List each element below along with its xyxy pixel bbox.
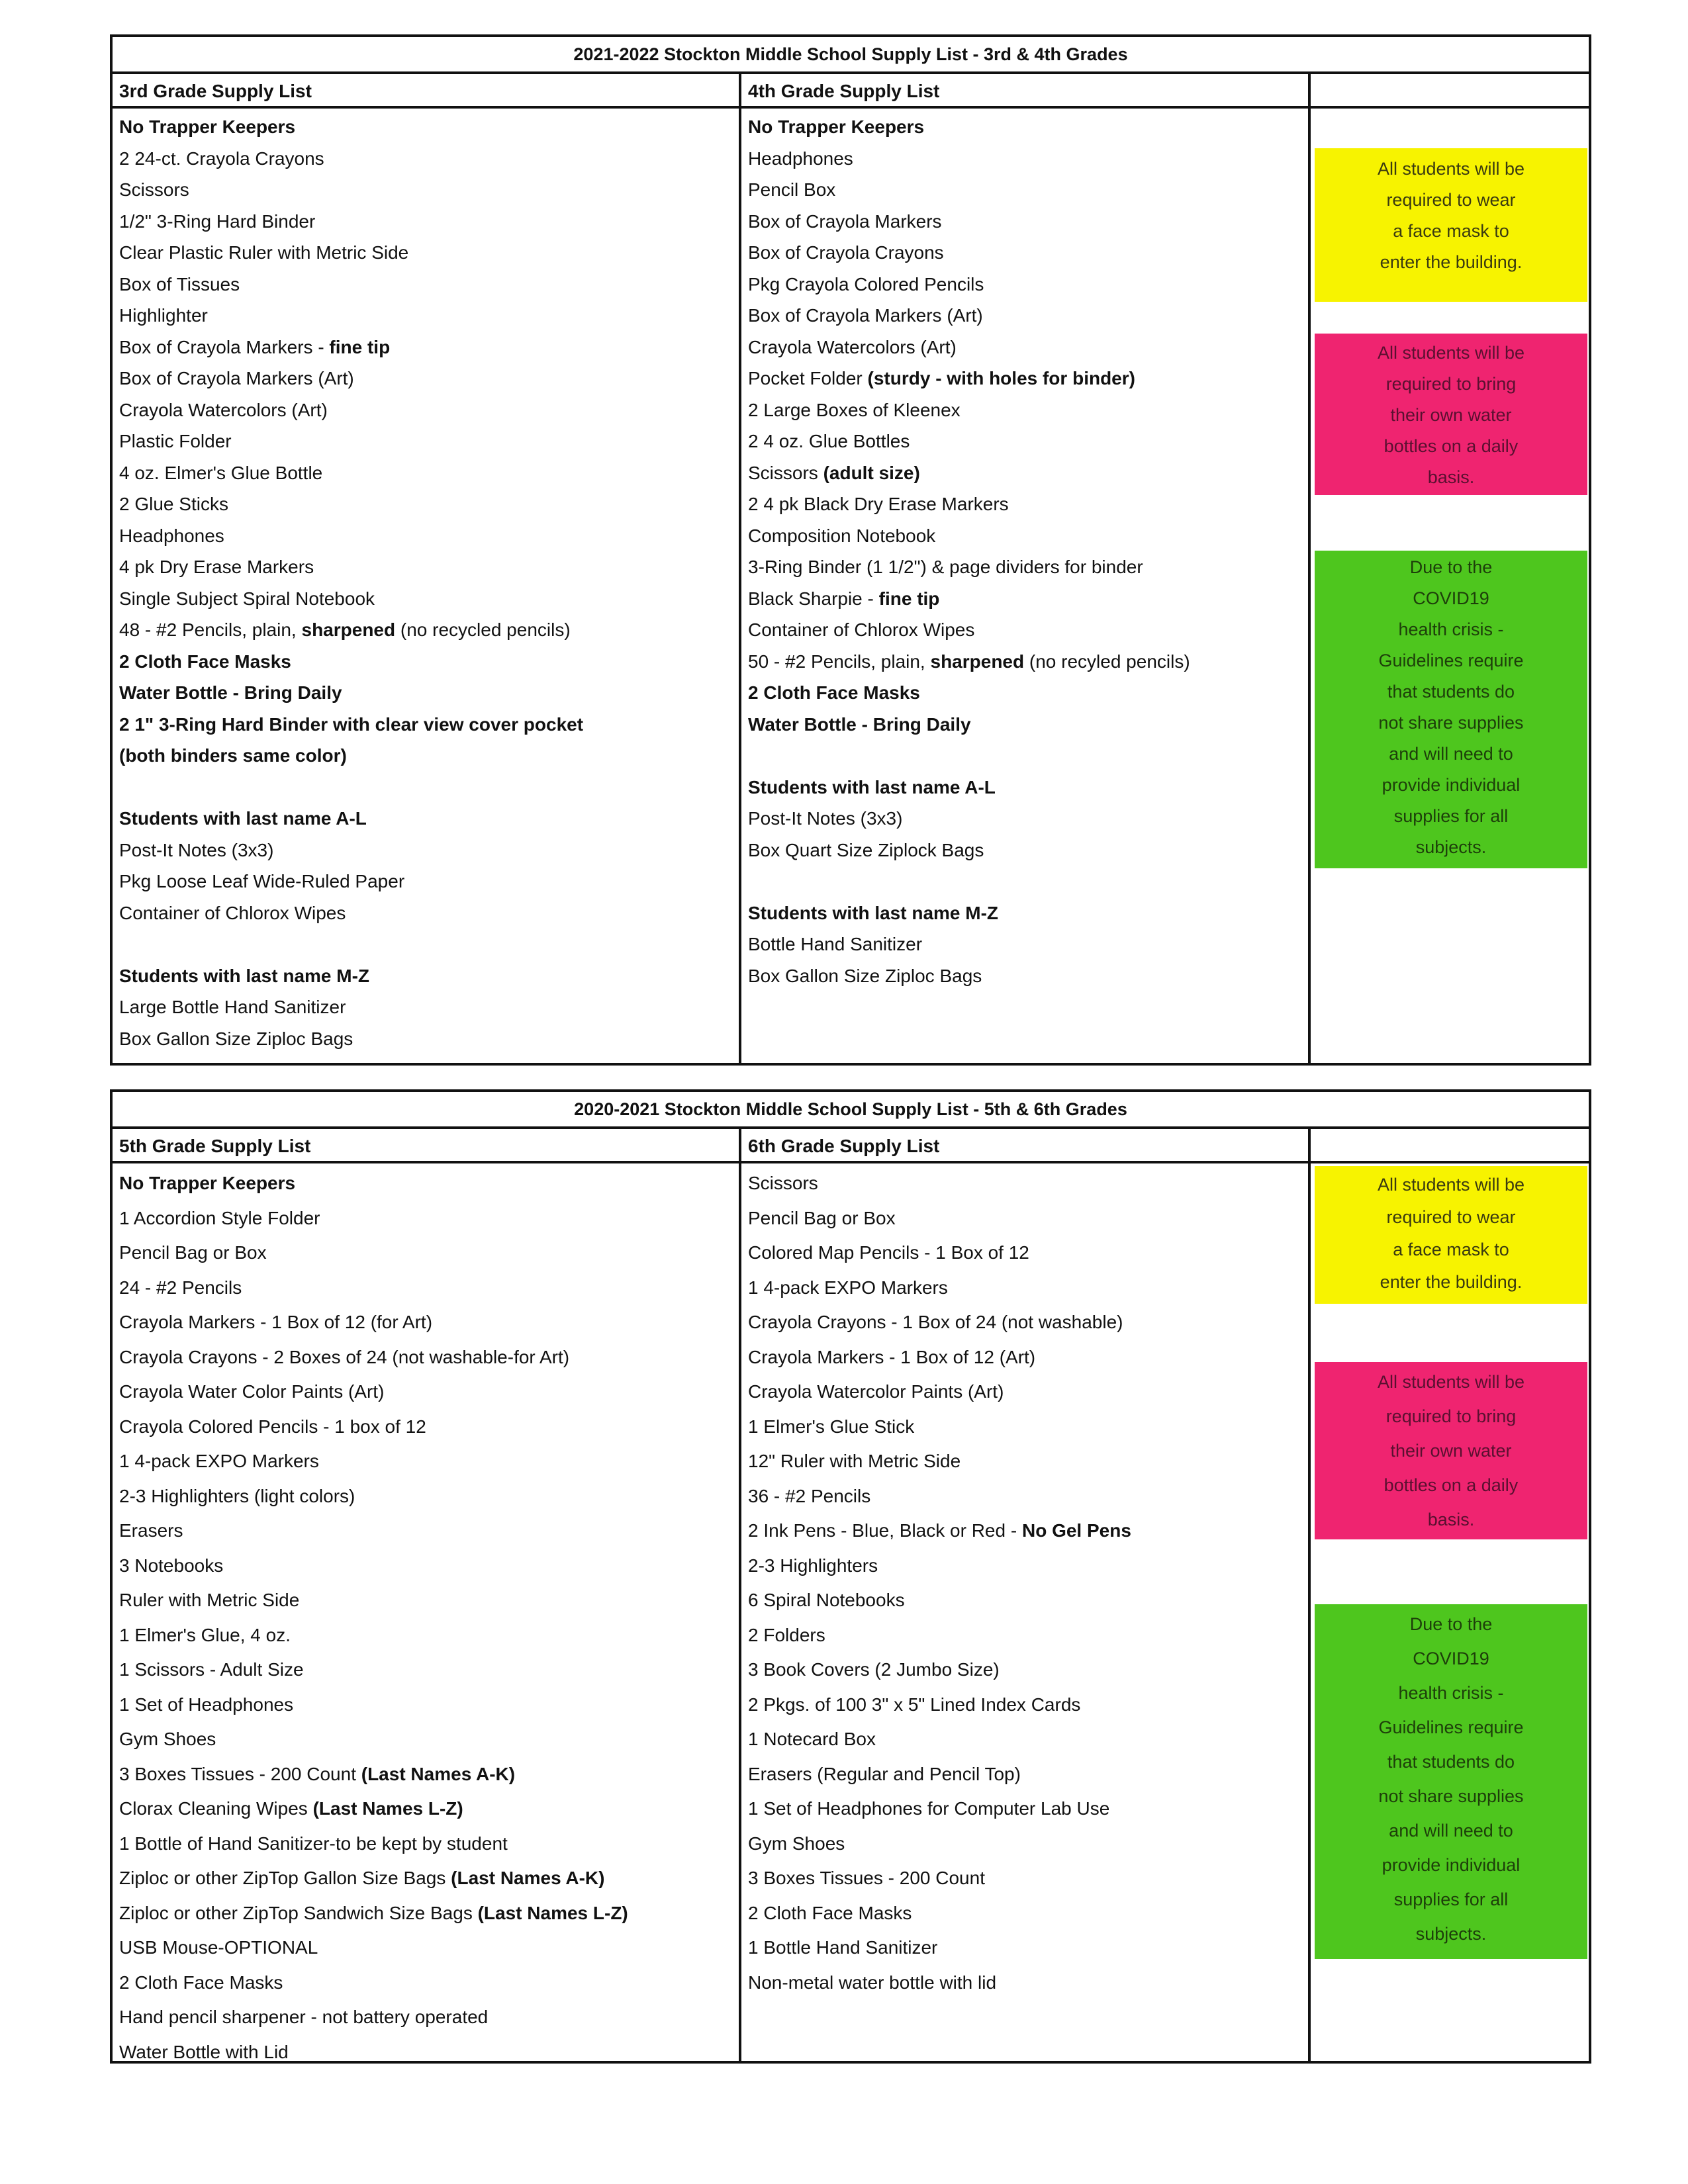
emphasis: sharpened <box>930 651 1025 672</box>
emphasis: fine tip <box>878 588 940 609</box>
list-item: Bottle Hand Sanitizer <box>748 934 923 954</box>
mask-note <box>1315 148 1587 302</box>
emphasis: (adult size) <box>823 462 920 483</box>
note-line: not share supplies <box>1378 713 1524 733</box>
emphasis: No Gel Pens <box>1021 1520 1131 1541</box>
list-item: 50 - #2 Pencils, plain, sharpened (no recyled pencils) <box>748 651 1190 672</box>
list-item: Pkg Crayola Colored Pencils <box>748 273 984 295</box>
note-line: Guidelines require <box>1378 651 1524 670</box>
emphasis: fine tip <box>329 336 391 357</box>
note-line: and will need to <box>1389 744 1513 764</box>
list-item: Box Gallon Size Ziploc Bags <box>119 1028 353 1049</box>
note-line: enter the building. <box>1380 1272 1523 1292</box>
grade-6-column <box>741 1129 1311 2061</box>
list-item: Box Quart Size Ziplock Bags <box>748 839 984 860</box>
list-item: 2 Ink Pens - Blue, Black or Red - No Gel Pens <box>748 1520 1131 1541</box>
list-item: Post-It Notes (3x3) <box>119 839 274 860</box>
note-line: COVID19 <box>1413 1649 1489 1668</box>
supply-table-3rd-4th <box>110 34 1591 1066</box>
note-line: required to bring <box>1385 1406 1517 1426</box>
table-title: 2021-2022 Stockton Middle School Supply List - 3rd & 4th Grades <box>113 37 1589 74</box>
list-item: Black Sharpie - fine tip <box>748 588 940 609</box>
list-item: Pkg Loose Leaf Wide-Ruled Paper <box>119 871 405 891</box>
list-item: 2-3 Highlighters <box>748 1555 878 1576</box>
note-line: All students will be <box>1377 159 1525 179</box>
note-line: supplies for all <box>1393 806 1509 826</box>
emphasis: (Last Names L-Z) <box>312 1798 463 1819</box>
list-item: 12" Ruler with Metric Side <box>748 1451 961 1471</box>
list-item: Large Bottle Hand Sanitizer <box>119 997 346 1017</box>
note-line: All students will be <box>1377 343 1525 363</box>
list-item: Hand pencil sharpener - not battery operated <box>119 2007 489 2027</box>
list-item: Water Bottle - Bring Daily <box>748 713 971 735</box>
supply-list <box>741 1163 1308 2000</box>
spacer-row <box>748 866 1308 897</box>
supply-list <box>113 109 739 1054</box>
note-line: a face mask to <box>1393 221 1509 241</box>
list-item: Box of Tissues <box>119 273 240 295</box>
notes-column <box>1311 74 1589 1063</box>
list-item: 1 Set of Headphones for Computer Lab Use <box>748 1798 1110 1819</box>
grade-4-column <box>741 74 1311 1063</box>
list-item: 1/2" 3-Ring Hard Binder <box>119 210 316 232</box>
list-item: 48 - #2 Pencils, plain, sharpened (no recycled pencils) <box>119 619 571 640</box>
grade-5-column <box>113 1129 741 2061</box>
table-title: 2020-2021 Stockton Middle School Supply List - 5th & 6th Grades <box>113 1092 1589 1129</box>
list-item: No Trapper Keepers <box>748 116 925 137</box>
list-item: Crayola Water Color Paints (Art) <box>119 1381 385 1402</box>
supply-list <box>741 109 1308 991</box>
list-item: 3 Boxes Tissues - 200 Count (Last Names A-K) <box>119 1763 516 1784</box>
list-item: Ziploc or other ZipTop Gallon Size Bags (Last Names A-K) <box>119 1868 605 1888</box>
spacer-row <box>119 929 739 960</box>
notes-heading-blank <box>1311 1129 1589 1163</box>
note-line: subjects. <box>1415 1924 1487 1944</box>
covid-note <box>1315 1604 1587 1959</box>
note-line: COVID19 <box>1413 588 1489 608</box>
list-item: Clorax Cleaning Wipes (Last Names L-Z) <box>119 1798 463 1819</box>
column-heading: 6th Grade Supply List <box>741 1129 1308 1163</box>
note-line: required to wear <box>1386 1207 1516 1227</box>
list-item: No Trapper Keepers <box>119 1173 296 1193</box>
list-item: Pocket Folder (sturdy - with holes for binder) <box>748 368 1135 388</box>
list-item: Container of Chlorox Wipes <box>119 902 346 923</box>
list-item: 2 Cloth Face Masks <box>119 1972 283 1993</box>
list-item: 1 Accordion Style Folder <box>119 1207 320 1228</box>
note-line: Due to the <box>1409 1614 1493 1634</box>
list-item: Headphones <box>748 148 853 169</box>
supply-table-5th-6th <box>110 1089 1591 2064</box>
list-item: Colored Map Pencils - 1 Box of 12 <box>748 1242 1029 1263</box>
notes-heading-blank <box>1311 74 1589 109</box>
list-item: (both binders same color) <box>119 745 347 766</box>
note-line: Due to the <box>1409 557 1493 577</box>
list-item: Crayola Watercolor Paints (Art) <box>748 1381 1004 1402</box>
list-item: Scissors <box>119 179 189 200</box>
note-line: their own water <box>1390 1441 1512 1461</box>
supply-list <box>113 1163 739 2070</box>
note-line: bottles on a daily <box>1383 1475 1519 1495</box>
list-item: 1 Bottle Hand Sanitizer <box>748 1937 938 1958</box>
emphasis: (Last Names A-K) <box>451 1868 605 1888</box>
list-item: Students with last name M-Z <box>119 965 370 986</box>
list-item: Post-It Notes (3x3) <box>748 808 903 829</box>
emphasis: (Last Names A-K) <box>361 1763 516 1784</box>
spacer-row <box>748 740 1308 772</box>
list-item: 1 4-pack EXPO Markers <box>119 1451 319 1471</box>
column-heading: 4th Grade Supply List <box>741 74 1308 109</box>
column-heading: 3rd Grade Supply List <box>113 74 739 109</box>
note-line: subjects. <box>1415 837 1487 857</box>
emphasis: (sturdy - with holes for binder) <box>867 368 1135 388</box>
note-line: basis. <box>1427 467 1475 487</box>
list-item: Crayola Markers - 1 Box of 12 (Art) <box>748 1346 1036 1367</box>
note-line: their own water <box>1390 405 1512 425</box>
note-line: and will need to <box>1389 1821 1513 1841</box>
note-line: enter the building. <box>1380 252 1523 272</box>
water-bottle-note <box>1315 334 1587 495</box>
list-item: Container of Chlorox Wipes <box>748 619 975 640</box>
spacer-row <box>119 772 739 803</box>
list-item: Crayola Watercolors (Art) <box>748 336 957 357</box>
list-item: Pencil Bag or Box <box>119 1242 267 1263</box>
water-bottle-note <box>1315 1362 1587 1539</box>
list-item: 36 - #2 Pencils <box>748 1485 871 1506</box>
list-item: 3 Boxes Tissues - 200 Count <box>748 1868 985 1888</box>
note-line: not share supplies <box>1378 1786 1524 1806</box>
list-item: 2 Pkgs. of 100 3" x 5" Lined Index Cards <box>748 1694 1081 1715</box>
list-item: Students with last name A-L <box>119 808 367 829</box>
list-item: 2 Glue Sticks <box>119 494 228 514</box>
note-line: All students will be <box>1377 1175 1525 1195</box>
list-item: Crayola Markers - 1 Box of 12 (for Art) <box>119 1312 433 1332</box>
list-item: Crayola Colored Pencils - 1 box of 12 <box>119 1416 426 1437</box>
list-item: No Trapper Keepers <box>119 116 296 137</box>
note-line: supplies for all <box>1393 1889 1509 1909</box>
list-item: Plastic Folder <box>119 431 232 451</box>
note-line: required to bring <box>1385 374 1517 394</box>
note-line: that students do <box>1387 682 1515 702</box>
list-item: Highlighter <box>119 305 208 326</box>
list-item: 2 Cloth Face Masks <box>748 682 920 703</box>
list-item: Ruler with Metric Side <box>119 1590 300 1610</box>
list-item: 2 4 pk Black Dry Erase Markers <box>748 494 1009 514</box>
note-line: that students do <box>1387 1752 1515 1772</box>
list-item: 1 Elmer's Glue, 4 oz. <box>119 1624 291 1645</box>
list-item: Erasers (Regular and Pencil Top) <box>748 1763 1021 1784</box>
mask-note <box>1315 1166 1587 1304</box>
list-item: Scissors (adult size) <box>748 462 920 483</box>
list-item: Gym Shoes <box>119 1729 216 1749</box>
grade-3-column <box>113 74 741 1063</box>
list-item: 3-Ring Binder (1 1/2") & page dividers for binder <box>748 557 1143 577</box>
list-item: 2 Cloth Face Masks <box>119 651 291 672</box>
note-line: All students will be <box>1377 1372 1525 1392</box>
list-item: 1 Bottle of Hand Sanitizer-to be kept by student <box>119 1833 508 1854</box>
list-item: 24 - #2 Pencils <box>119 1277 242 1298</box>
list-item: 2 Large Boxes of Kleenex <box>748 399 961 420</box>
list-item: Box of Crayola Markers (Art) <box>119 368 354 388</box>
list-item: Box of Crayola Markers <box>748 210 942 232</box>
list-item: 2 Folders <box>748 1624 825 1645</box>
list-item: 1 Elmer's Glue Stick <box>748 1416 915 1437</box>
list-item: Erasers <box>119 1520 183 1541</box>
list-item: USB Mouse-OPTIONAL <box>119 1937 318 1958</box>
list-item: Ziploc or other ZipTop Sandwich Size Bags (Last Names L-Z) <box>119 1902 628 1923</box>
list-item: Pencil Box <box>748 179 836 200</box>
note-line: health crisis - <box>1398 619 1504 639</box>
list-item: Non-metal water bottle with lid <box>748 1972 997 1993</box>
list-item: Box of Crayola Markers (Art) <box>748 305 983 326</box>
list-item: Gym Shoes <box>748 1833 845 1854</box>
list-item: 1 Set of Headphones <box>119 1694 294 1715</box>
list-item: Water Bottle with Lid <box>119 2041 289 2062</box>
list-item: 2 4 oz. Glue Bottles <box>748 431 910 451</box>
list-item: 2 24-ct. Crayola Crayons <box>119 148 324 169</box>
list-item: Crayola Crayons - 1 Box of 24 (not washable) <box>748 1312 1123 1332</box>
list-item: 4 oz. Elmer's Glue Bottle <box>119 462 323 483</box>
list-item: 6 Spiral Notebooks <box>748 1590 905 1610</box>
list-item: 3 Book Covers (2 Jumbo Size) <box>748 1659 1000 1680</box>
note-line: required to wear <box>1386 190 1516 210</box>
list-item: 1 Notecard Box <box>748 1729 876 1749</box>
emphasis: (Last Names L-Z) <box>477 1902 628 1923</box>
list-item: Crayola Crayons - 2 Boxes of 24 (not washable-for Art) <box>119 1346 570 1367</box>
list-item: 1 4-pack EXPO Markers <box>748 1277 948 1298</box>
list-item: 2 1" 3-Ring Hard Binder with clear view cover pocket <box>119 713 584 735</box>
notes-column <box>1311 1129 1589 2061</box>
list-item: Box of Crayola Markers - fine tip <box>119 336 391 357</box>
list-item: Pencil Bag or Box <box>748 1207 896 1228</box>
list-item: Students with last name A-L <box>748 776 996 797</box>
note-line: provide individual <box>1382 775 1521 795</box>
column-heading: 5th Grade Supply List <box>113 1129 739 1163</box>
note-line: provide individual <box>1382 1855 1521 1875</box>
list-item: Water Bottle - Bring Daily <box>119 682 342 703</box>
emphasis: sharpened <box>301 619 396 640</box>
list-item: Box Gallon Size Ziploc Bags <box>748 965 982 986</box>
list-item: 2-3 Highlighters (light colors) <box>119 1485 355 1506</box>
list-item: Single Subject Spiral Notebook <box>119 588 375 609</box>
note-line: a face mask to <box>1393 1240 1509 1259</box>
list-item: Crayola Watercolors (Art) <box>119 399 328 420</box>
note-line: bottles on a daily <box>1383 436 1519 456</box>
list-item: Headphones <box>119 525 224 546</box>
list-item: 2 Cloth Face Masks <box>748 1902 912 1923</box>
list-item: 4 pk Dry Erase Markers <box>119 557 314 577</box>
covid-note <box>1315 551 1587 868</box>
list-item: Box of Crayola Crayons <box>748 242 944 263</box>
list-item: 3 Notebooks <box>119 1555 224 1576</box>
list-item: 1 Scissors - Adult Size <box>119 1659 304 1680</box>
note-line: Guidelines require <box>1378 1717 1524 1737</box>
note-line: basis. <box>1427 1510 1475 1529</box>
list-item: Students with last name M-Z <box>748 902 999 923</box>
note-line: health crisis - <box>1398 1683 1504 1703</box>
list-item: Scissors <box>748 1173 818 1193</box>
list-item: Clear Plastic Ruler with Metric Side <box>119 242 409 263</box>
list-item: Composition Notebook <box>748 525 936 546</box>
